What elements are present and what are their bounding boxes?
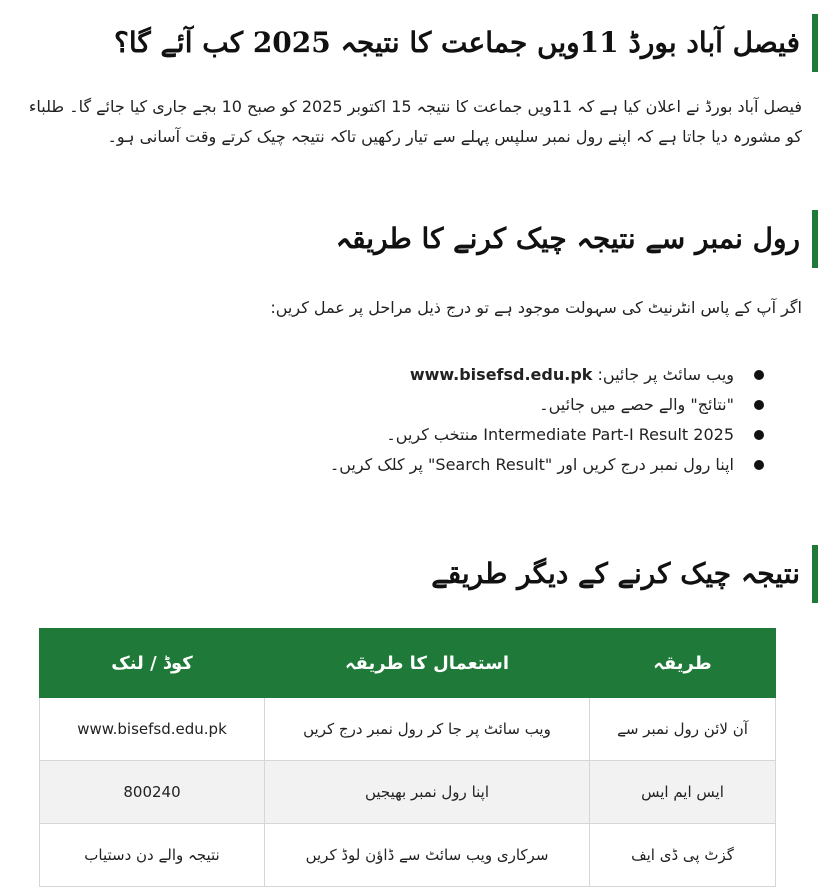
step-item: [330, 360, 764, 390]
table-cell: سرکاری ویب سائٹ سے ڈاؤن لوڈ کریں: [265, 824, 590, 887]
steps-intro: اگر آپ کے پاس انٹرنیٹ کی سہولت موجود ہے تو درج ذیل مراحل پر عمل کریں:: [270, 298, 802, 317]
column-header-method: طریقہ: [590, 629, 776, 698]
table-row: [40, 698, 776, 761]
table-cell: ایس ایم ایس: [590, 761, 776, 824]
table-row: [40, 824, 776, 887]
table-cell: 800240: [40, 761, 265, 824]
other-methods-heading: نتیجہ چیک کرنے کے دیگر طریقے: [0, 545, 818, 603]
step-item: [330, 390, 764, 420]
step-text: Intermediate Part-I Result 2025 منتخب کریں۔: [386, 425, 734, 444]
bullet-icon: [754, 370, 764, 380]
website-link[interactable]: www.bisefsd.edu.pk: [40, 698, 265, 761]
step-item: [330, 450, 764, 480]
roll-number-method-heading: رول نمبر سے نتیجہ چیک کرنے کا طریقہ: [0, 210, 818, 268]
table-cell: گزٹ پی ڈی ایف: [590, 824, 776, 887]
bullet-icon: [754, 460, 764, 470]
methods-table: [39, 628, 776, 887]
step-item: [330, 420, 764, 450]
step-text: "نتائج" والے حصے میں جائیں۔: [539, 395, 734, 414]
announcement-paragraph: فیصل آباد بورڈ نے اعلان کیا ہے کہ 11ویں جماعت کا نتیجہ 15 اکتوبر 2025 کو صبح 10 بجے جاری کیا جائے گا۔ طلباء کو مشورہ دیا جاتا ہے کہ اپنے رول نمبر سلپس پہلے سے تیار رکھیں تاکہ نتیجہ چیک کرتے وقت آسانی ہو۔: [28, 97, 802, 146]
table-cell: ویب سائٹ پر جا کر رول نمبر درج کریں: [265, 698, 590, 761]
table-cell: آن لائن رول نمبر سے: [590, 698, 776, 761]
column-header-usage: استعمال کا طریقہ: [265, 629, 590, 698]
table-cell: نتیجہ والے دن دستیاب: [40, 824, 265, 887]
website-link[interactable]: www.bisefsd.edu.pk: [409, 365, 593, 384]
step-text: اپنا رول نمبر درج کریں اور "Search Result" پر کلک کریں۔: [329, 455, 734, 474]
bullet-icon: [754, 430, 764, 440]
step-text: ویب سائٹ پر جائیں:: [592, 365, 734, 384]
table-header-row: [40, 629, 776, 698]
column-header-code: کوڈ / لنک: [40, 629, 265, 698]
bullet-icon: [754, 400, 764, 410]
table-cell: اپنا رول نمبر بھیجیں: [265, 761, 590, 824]
result-date-heading: فیصل آباد بورڈ 11ویں جماعت کا نتیجہ 2025 کب آئے گا؟: [0, 14, 818, 72]
table-row: [40, 761, 776, 824]
steps-list: [330, 360, 764, 480]
